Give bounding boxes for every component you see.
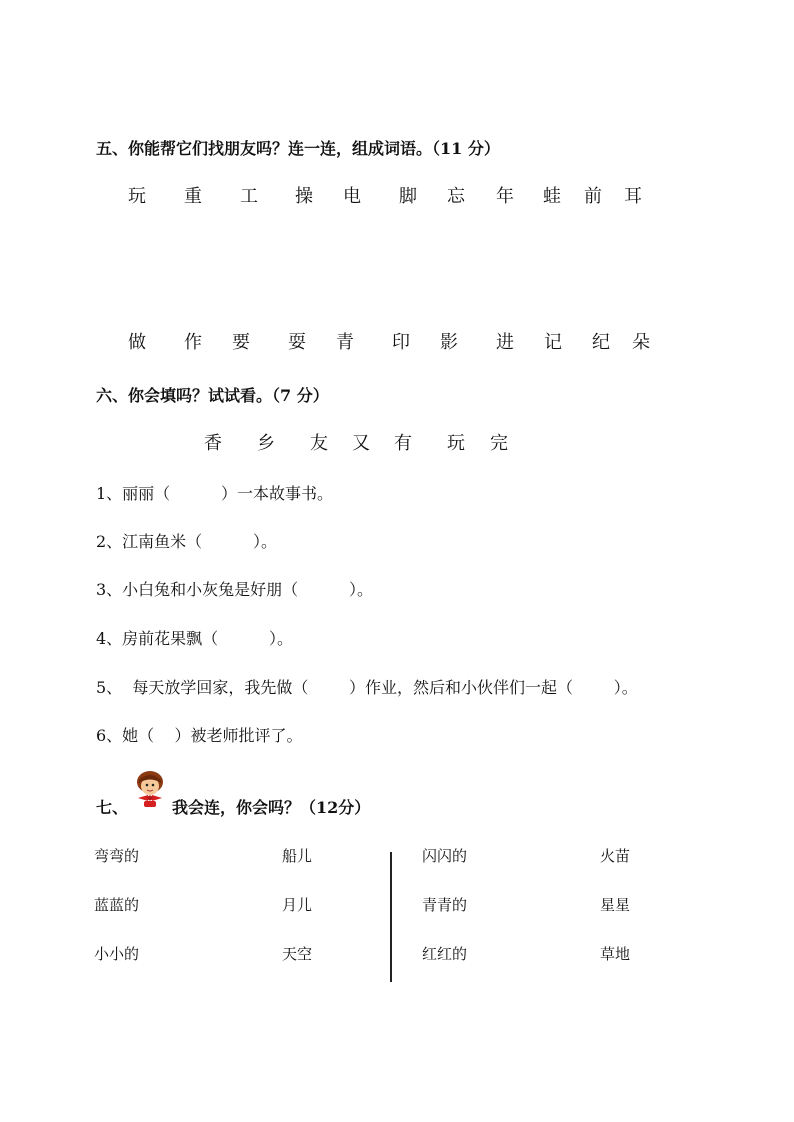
match-left-noun-2: 月儿 [282, 896, 313, 914]
char-top-7: 忘 [447, 186, 465, 207]
char-top-10: 前 [584, 186, 602, 207]
match-left-adj-2: 蓝蓝的 [94, 896, 140, 914]
char-top-2: 重 [184, 186, 202, 207]
char-top-5: 电 [343, 186, 361, 207]
char-top-8: 年 [496, 186, 514, 207]
char-bottom-11: 朵 [632, 332, 650, 353]
section7-heading-prefix: 七、 [96, 798, 129, 817]
fill-item-2: 2、江南鱼米（ ）。 [96, 532, 278, 551]
char-bottom-1: 做 [128, 332, 146, 353]
match-left-adj-1: 弯弯的 [94, 847, 140, 865]
fill-item-1: 1、丽丽（ ）一本故事书。 [96, 484, 334, 503]
char-bottom-9: 记 [544, 332, 562, 353]
char-bottom-7: 影 [440, 332, 458, 353]
match-right-adj-3: 红红的 [422, 945, 468, 963]
char-top-4: 操 [295, 186, 313, 207]
word-bank-item-7: 完 [490, 433, 508, 454]
match-right-adj-1: 闪闪的 [422, 847, 468, 865]
word-bank-item-3: 友 [310, 433, 328, 454]
match-right-noun-1: 火苗 [600, 847, 631, 865]
section5-heading: 五、你能帮它们找朋友吗？连一连，组成词语。（11 分） [96, 139, 500, 158]
char-top-6: 脚 [399, 186, 417, 207]
word-bank-item-6: 玩 [447, 433, 465, 454]
fill-item-5: 5、 每天放学回家，我先做（ ）作业，然后和小伙伴们一起（ ）。 [96, 678, 638, 697]
char-top-1: 玩 [128, 186, 146, 207]
char-bottom-2: 作 [184, 332, 202, 353]
match-left-noun-1: 船儿 [282, 847, 313, 865]
section7-heading: 我会连，你会吗？（12分） [172, 798, 371, 817]
section6-heading: 六、你会填吗？试试看。（7 分） [96, 386, 329, 405]
char-bottom-3: 要 [232, 332, 250, 353]
word-bank-item-2: 乡 [257, 433, 275, 454]
char-bottom-4: 耍 [288, 332, 306, 353]
char-top-11: 耳 [624, 186, 642, 207]
match-right-adj-2: 青青的 [422, 896, 468, 914]
word-bank-item-4: 又 [352, 433, 370, 454]
fill-item-3: 3、小白兔和小灰兔是好朋（ ）。 [96, 580, 374, 599]
match-right-noun-2: 星星 [600, 896, 631, 914]
match-right-noun-3: 草地 [600, 945, 631, 963]
match-left-noun-3: 天空 [282, 945, 313, 963]
char-bottom-10: 纪 [592, 332, 610, 353]
match-left-adj-3: 小小的 [94, 945, 140, 963]
char-bottom-8: 进 [496, 332, 514, 353]
fill-item-6: 6、她（ ）被老师批评了。 [96, 726, 303, 745]
cartoon-child-icon [130, 768, 170, 808]
fill-item-4: 4、房前花果飘（ ）。 [96, 629, 294, 648]
column-divider [390, 852, 392, 982]
char-bottom-6: 印 [392, 332, 410, 353]
word-bank-item-1: 香 [204, 433, 222, 454]
char-top-9: 蛙 [543, 186, 561, 207]
word-bank-item-5: 有 [394, 433, 412, 454]
char-bottom-5: 青 [336, 332, 354, 353]
char-top-3: 工 [240, 186, 258, 207]
